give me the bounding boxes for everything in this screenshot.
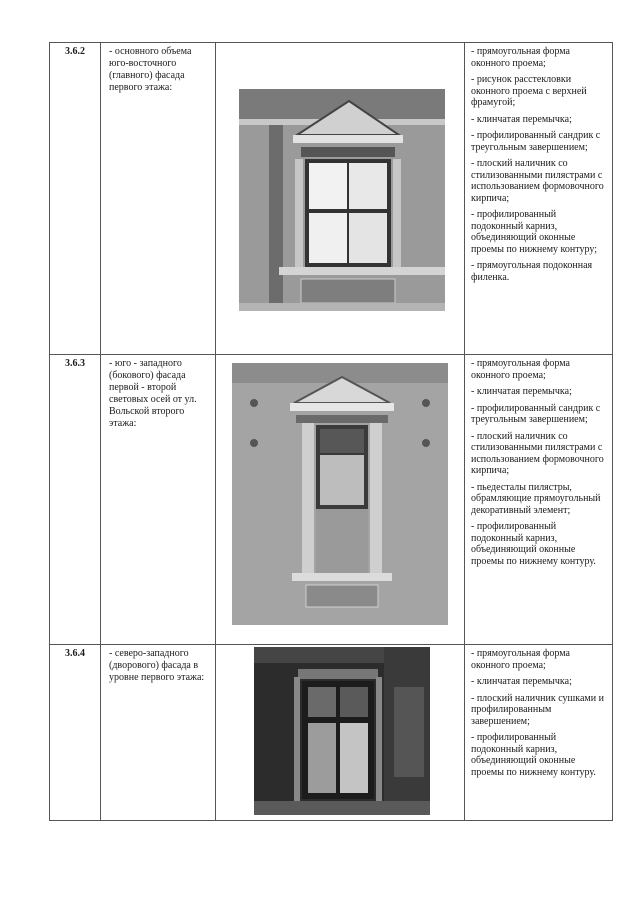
photo-cell	[216, 645, 465, 821]
row-number: 3.6.3	[50, 355, 101, 645]
feature-item: - профилированный сандрик с треугольным завершением;	[471, 402, 601, 425]
features-cell	[465, 645, 613, 821]
table-row	[50, 355, 613, 645]
row-description: - северо-западного (дворового) фасада в уровне первого этажа:	[101, 645, 216, 821]
feature-item: - профилированный подоконный карниз, объединяющий оконные проемы по нижнему контуру.	[471, 521, 596, 567]
feature-item: - клинчатая перемычка;	[471, 676, 572, 687]
features-table	[49, 42, 613, 821]
feature-item: - плоский наличник сушками и профилированным завершением;	[471, 692, 604, 727]
row-number: 3.6.4	[50, 645, 101, 821]
table-row	[50, 645, 613, 821]
feature-item: - плоский наличник со стилизованными пилястрами с использованием формовочного кирпича;	[471, 158, 604, 204]
row-description: - основного объема юго-восточного (главного) фасада первого этажа:	[101, 43, 216, 355]
photo-cell	[216, 43, 465, 355]
feature-item: - прямоугольная форма оконного проема;	[471, 46, 570, 69]
row-description: - юго - западного (бокового) фасада первой - второй световых осей от ул. Вольской второго этажа:	[101, 355, 216, 645]
feature-item: - прямоугольная форма оконного проема;	[471, 648, 570, 671]
photo-cell	[216, 355, 465, 645]
feature-item: - плоский наличник со стилизованными пилястрами с использованием формовочного кирпича;	[471, 430, 604, 476]
feature-item: - рисунок расстекловки оконного проема с верхней фрамугой;	[471, 74, 587, 108]
feature-item: - профилированный сандрик с треугольным завершением;	[471, 130, 601, 153]
feature-item: - пьедесталы пилястры, обрамляющие прямоугольный декоративный элемент;	[471, 481, 601, 516]
features-cell	[465, 43, 613, 355]
features-cell	[465, 355, 613, 645]
feature-item: - профилированный подоконный карниз, объединяющий оконные проемы по нижнему контуру.	[471, 732, 596, 778]
facade-window-photo	[232, 363, 448, 625]
feature-item: - клинчатая перемычка;	[471, 113, 572, 125]
feature-item: - прямоугольная форма оконного проема;	[471, 358, 570, 381]
feature-item: - клинчатая перемычка;	[471, 386, 572, 397]
facade-window-photo	[254, 647, 430, 815]
table-row	[50, 43, 613, 355]
feature-item: - прямоугольная подоконная филенка.	[471, 260, 593, 283]
facade-window-photo	[239, 89, 445, 311]
row-number: 3.6.2	[50, 43, 101, 355]
feature-item: - профилированный подоконный карниз, объединяющий оконные проемы по нижнему контуру;	[471, 209, 597, 255]
